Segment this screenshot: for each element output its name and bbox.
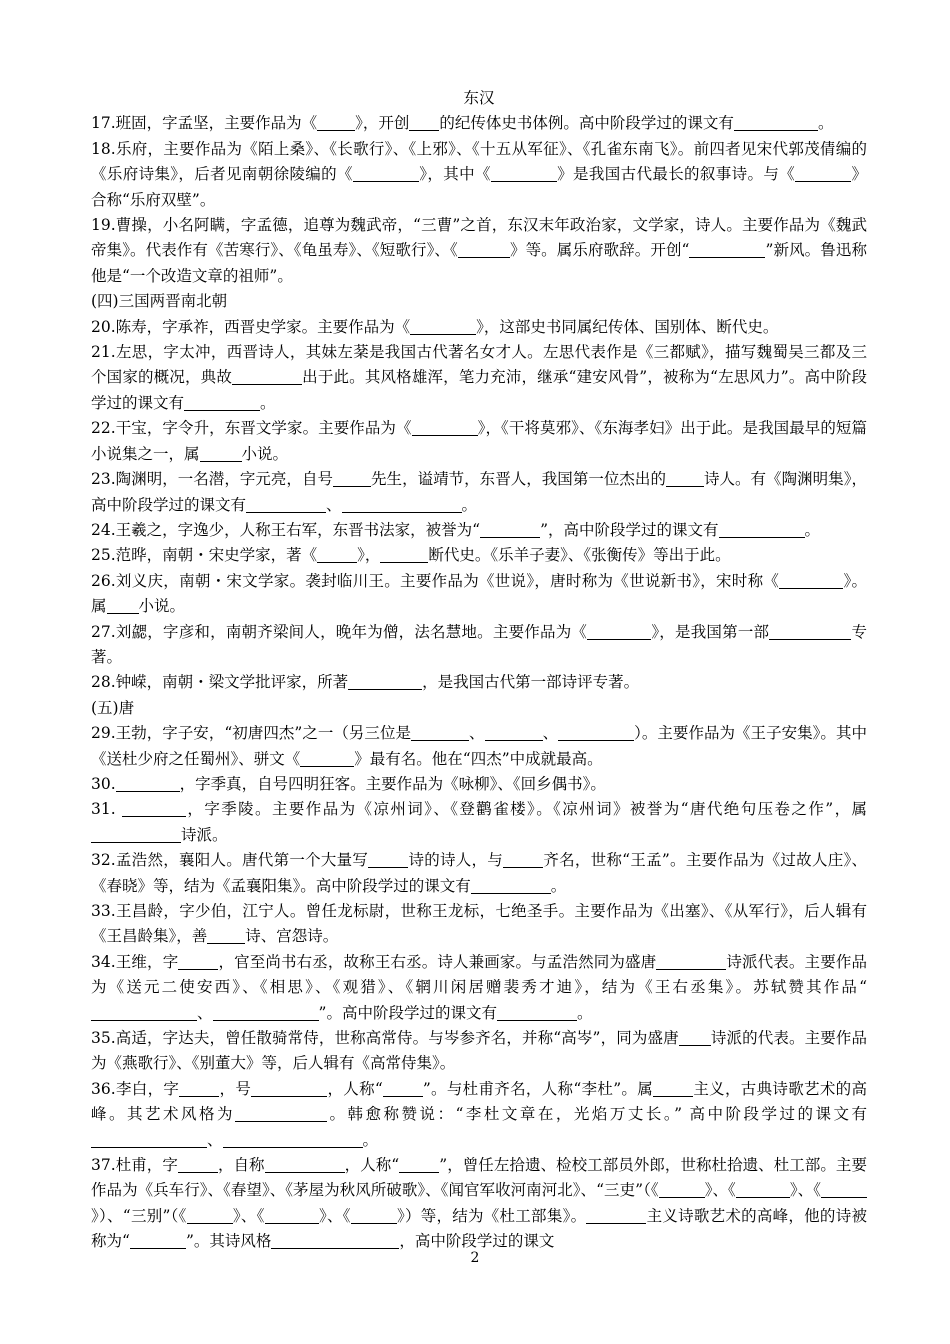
answer-blank[interactable] xyxy=(736,1180,790,1198)
text-run: 21.左思，字太冲，西晋诗人，其妹左棻是我国古代著名女才人。左思代表作是《三都赋》，描写魏蜀吴三都及三个国家的概况，典故 xyxy=(91,343,867,387)
text-run: ”。其诗风格 xyxy=(185,1232,272,1251)
text-run: 断代史。《乐羊子妻》、《张衡传》等出于此。 xyxy=(428,546,731,565)
text-run: ，字季陵。主要作品为《凉州词》、《登鹳雀楼》。《凉州词》被誉为“唐代绝句压卷之作”，属 xyxy=(186,800,868,819)
answer-blank[interactable] xyxy=(179,1079,219,1097)
text-run: 》是我国古代最长的叙事诗。与《 xyxy=(556,165,796,184)
text-run: ，是我国古代第一部诗评专著。 xyxy=(422,673,640,692)
answer-blank[interactable] xyxy=(480,520,540,538)
text-run: 。 xyxy=(461,495,478,514)
answer-blank[interactable] xyxy=(200,444,242,462)
text-run: ”，曾任左拾遗、检校工部员外郎，世称杜拾遗、杜工部。主要作品为《兵车行》、《春望》、《茅屋为秋风所破歌》、《闻官军收河南河北》、“三吏”（《 xyxy=(91,1156,867,1200)
answer-blank[interactable] xyxy=(122,799,186,817)
text-run: 小说。 xyxy=(138,597,186,616)
text-run: (四)三国两晋南北朝 xyxy=(91,292,228,311)
item-17 xyxy=(91,111,867,136)
item-28 xyxy=(91,670,867,695)
text-run: ”。与杜甫齐名，人称“李杜”。属 xyxy=(422,1079,654,1098)
answer-blank[interactable] xyxy=(471,876,551,894)
item-24 xyxy=(91,518,867,543)
section-4 xyxy=(91,289,867,314)
answer-blank[interactable] xyxy=(223,1130,363,1148)
text-run: 。 xyxy=(550,876,567,895)
text-run: ，号 xyxy=(219,1079,252,1098)
text-run: 》等。属乐府歌辞。开创“ xyxy=(509,241,690,260)
item-26 xyxy=(91,569,867,620)
item-30 xyxy=(91,772,867,797)
answer-blank[interactable] xyxy=(207,926,245,944)
text-run: 。 xyxy=(260,393,276,412)
answer-blank[interactable] xyxy=(317,113,355,131)
text-run: 28.钟嵘，南朝・梁文学批评家，所著 xyxy=(91,673,349,692)
text-run: 22.干宝，字令升，东晋文学家。主要作品为《 xyxy=(91,419,412,438)
answer-blank[interactable] xyxy=(213,1003,319,1021)
item-19 xyxy=(91,213,867,289)
text-run: 、 xyxy=(197,1003,213,1022)
text-run: 32.孟浩然，襄阳人。唐代第一个大量写 xyxy=(91,851,369,870)
item-33 xyxy=(91,899,867,950)
answer-blank[interactable] xyxy=(353,164,419,182)
text-run: 诗派。 xyxy=(181,825,228,844)
text-run: ，自称 xyxy=(217,1156,265,1175)
text-run: 23.陶渊明，一名潜，字元亮，自号 xyxy=(91,470,333,489)
text-run: 20.陈寿，字承祚，西晋史学家。主要作品为《 xyxy=(91,317,411,336)
text-run: ，官至尚书右丞，故称王右丞。诗人兼画家。与孟浩然同为盛唐 xyxy=(218,952,657,971)
text-run: 》、《 xyxy=(318,1206,351,1225)
answer-blank[interactable] xyxy=(821,1180,867,1198)
text-run: 小说。 xyxy=(241,444,289,463)
answer-blank[interactable] xyxy=(91,1130,207,1148)
text-run: ，字季真，自号四明狂客。主要作品为《咏柳》、《回乡偶书》。 xyxy=(179,774,606,793)
answer-blank[interactable] xyxy=(246,495,326,513)
text-run: 》、《 xyxy=(232,1206,265,1225)
answer-blank[interactable] xyxy=(411,723,469,741)
text-run: 诗派的代表。主要作品为《燕歌行》、《别董大》等，后人辑有《高常侍集》。 xyxy=(91,1029,867,1073)
answer-blank[interactable] xyxy=(91,825,181,843)
item-25 xyxy=(91,543,867,568)
answer-blank[interactable] xyxy=(130,1231,186,1249)
text-run: ，人称“ xyxy=(344,1156,400,1175)
text-run: 》，开创 xyxy=(355,114,410,133)
text-run: 诗派代表。主要作品为《送元二使安西》、《相思》、《观猎》、《辋川闲居赠裴秀才迪》，结为《王右丞集》。苏轼赞其作品“ xyxy=(91,952,867,997)
text-run: (五)唐 xyxy=(91,698,135,717)
text-run: 诗的诗人，与 xyxy=(408,851,504,870)
answer-blank[interactable] xyxy=(653,1079,693,1097)
text-run: 主义诗歌艺术的高峰，他的诗被称为“ xyxy=(91,1206,867,1251)
item-21 xyxy=(91,340,867,416)
text-run: 》）、“三别”（《 xyxy=(91,1206,187,1225)
text-run: 26.刘义庆，南朝・宋文学家。袭封临川王。主要作品为《世说》，唐时称为《世说新书》，宋时称《 xyxy=(91,571,780,590)
text-run: 37.杜甫，字 xyxy=(91,1156,178,1175)
answer-blank[interactable] xyxy=(659,1180,705,1198)
text-run: 》，其中《 xyxy=(418,165,491,184)
answer-blank[interactable] xyxy=(383,1079,423,1097)
text-run: 》、《 xyxy=(704,1181,736,1200)
text-run: 24.王羲之，字逸少，人称王右军，东晋书法家，被誉为“ xyxy=(91,520,481,539)
answer-blank[interactable] xyxy=(300,749,354,767)
answer-blank[interactable] xyxy=(251,1079,327,1097)
answer-blank[interactable] xyxy=(116,774,180,792)
text-run: 、 xyxy=(207,1130,223,1149)
text-run: 诗人。有《陶渊明集》，高中阶段学过的课文有 xyxy=(91,470,867,514)
answer-blank[interactable] xyxy=(107,596,139,614)
text-run: 》合称“乐府双壁”。 xyxy=(91,165,867,209)
section-5 xyxy=(91,696,867,721)
answer-blank[interactable] xyxy=(342,495,462,513)
item-36 xyxy=(91,1077,867,1153)
answer-blank[interactable] xyxy=(497,1003,577,1021)
answer-blank[interactable] xyxy=(656,952,726,970)
text-run: 。 xyxy=(576,1003,593,1022)
answer-blank[interactable] xyxy=(503,850,543,868)
item-35 xyxy=(91,1026,867,1077)
answer-blank[interactable] xyxy=(485,723,543,741)
text-run: 31. xyxy=(91,800,122,819)
item-20 xyxy=(91,315,867,340)
text-run: 》，是我国第一部 xyxy=(651,622,770,641)
text-run: 、 xyxy=(542,724,559,743)
answer-blank[interactable] xyxy=(187,1206,233,1224)
answer-blank[interactable] xyxy=(368,850,408,868)
text-run: 主义，古典诗歌艺术的高峰。其艺术风格为 xyxy=(91,1079,867,1124)
answer-blank[interactable] xyxy=(491,164,557,182)
item-37 xyxy=(91,1153,867,1255)
document-page xyxy=(91,86,867,1255)
answer-blank[interactable] xyxy=(399,1155,439,1173)
text-run: 》， xyxy=(357,546,381,565)
item-29 xyxy=(91,721,867,772)
item-23 xyxy=(91,467,867,518)
answer-blank[interactable] xyxy=(779,571,843,589)
text-run: 专著。 xyxy=(91,622,867,666)
text-run: 34.王维，字 xyxy=(91,952,179,971)
answer-blank[interactable] xyxy=(91,1003,197,1021)
section-title: 东汉 xyxy=(463,89,495,107)
text-run: 》）等，结为《杜工部集》。 xyxy=(396,1206,587,1225)
document-body xyxy=(91,111,867,1254)
answer-blank[interactable] xyxy=(265,1155,345,1173)
text-run: 、 xyxy=(469,724,485,743)
answer-blank[interactable] xyxy=(232,367,302,385)
text-run: 35.高适，字达夫，曾任散骑常侍，世称高常侍。与岑参齐名，并称“高岑”，同为盛唐 xyxy=(91,1029,679,1048)
text-run: 》，这部史书同属纪传体、国别体、断代史。 xyxy=(476,317,779,336)
answer-blank[interactable] xyxy=(795,164,851,182)
text-run: 19.曹操，小名阿瞒，字孟德，追尊为魏武帝，“三曹”之首，东汉末年政治家，文学家，诗人。主要作品为《魏武帝集》。代表作有《苦寒行》、《龟虽寿》、《短歌行》、《 xyxy=(91,216,867,260)
text-run: 。 xyxy=(804,520,821,539)
answer-blank[interactable] xyxy=(380,545,428,563)
answer-blank[interactable] xyxy=(586,1206,646,1224)
text-run: 》最有名。他在“四杰”中成就最高。 xyxy=(354,749,603,768)
text-run: 先生，谥靖节，东晋人，我国第一位杰出的 xyxy=(371,470,666,489)
answer-blank[interactable] xyxy=(558,723,634,741)
answer-blank[interactable] xyxy=(458,240,510,258)
text-run: 17.班固，字孟坚，主要作品为《 xyxy=(91,114,318,133)
text-run: 36.李白，字 xyxy=(91,1079,180,1098)
text-run: 》，《干将莫邪》、《东海孝妇》出于此。是我国最早的短篇小说集之一，属 xyxy=(91,419,867,463)
answer-blank[interactable] xyxy=(351,1206,397,1224)
text-run: ，高中阶段学过的课文 xyxy=(399,1232,555,1251)
text-run: 29.王勃，字子安，“初唐四杰”之一（另三位是 xyxy=(91,724,411,743)
answer-blank[interactable] xyxy=(410,317,476,335)
text-run: 》。属 xyxy=(91,571,867,616)
text-run: ）。主要作品为《王子安集》。其中《送杜少府之任蜀州》、骈文《 xyxy=(91,724,867,768)
text-run: 25.范晔，南朝・宋史学家，著《 xyxy=(91,546,318,565)
text-run: 齐名，世称“王孟”。主要作品为《过故人庄》、《春晓》等，结为《孟襄阳集》。高中阶段学过的课文有 xyxy=(91,851,867,895)
text-run: ”新风。鲁迅称他是“一个改造文章的祖师”。 xyxy=(91,241,867,285)
text-run: 33.王昌龄，字少伯，江宁人。曾任龙标尉，世称王龙标，七绝圣手。主要作品为《出塞》、《从军行》，后人辑有《王昌龄集》，善 xyxy=(91,902,867,946)
text-run: 。 xyxy=(817,114,834,133)
answer-blank[interactable] xyxy=(689,240,765,258)
item-31 xyxy=(91,797,867,848)
text-run: 的纪传体史书体例。高中阶段学过的课文有 xyxy=(439,114,734,133)
item-22 xyxy=(91,416,867,467)
text-run: 。 xyxy=(362,1130,379,1149)
answer-blank[interactable] xyxy=(412,418,478,436)
item-18 xyxy=(91,137,867,213)
answer-blank[interactable] xyxy=(317,545,357,563)
answer-blank[interactable] xyxy=(719,520,805,538)
answer-blank[interactable] xyxy=(271,1231,399,1249)
text-run: 。韩愈称赞说：“李杜文章在，光焰万丈长。” 高中阶段学过的课文有 xyxy=(327,1105,867,1124)
text-run: 30. xyxy=(91,774,116,793)
text-run: 诗、宫怨诗。 xyxy=(245,927,339,946)
answer-blank[interactable] xyxy=(178,1155,218,1173)
answer-blank[interactable] xyxy=(587,622,651,640)
answer-blank[interactable] xyxy=(769,622,851,640)
text-run: 出于此。其风格雄浑，笔力充沛，继承“建安风骨”，被称为“左思风力”。高中阶段学过的课文有 xyxy=(91,368,867,412)
item-27 xyxy=(91,620,867,671)
answer-blank[interactable] xyxy=(265,1206,319,1224)
item-32 xyxy=(91,848,867,899)
item-34 xyxy=(91,950,867,1026)
text-run: 18.乐府，主要作品为《陌上桑》、《长歌行》、《上邪》、《十五从军征》、《孔雀东南飞》。前四者见宋代郭茂倩编的《乐府诗集》，后者见南朝徐陵编的《 xyxy=(91,139,867,184)
text-run: ，人称“ xyxy=(327,1079,383,1098)
answer-blank[interactable] xyxy=(348,672,422,690)
answer-blank[interactable] xyxy=(734,113,818,131)
text-run: ”，高中阶段学过的课文有 xyxy=(540,520,719,539)
text-run: 27.刘勰，字彦和，南朝齐梁间人，晚年为僧，法名慧地。主要作品为《 xyxy=(91,622,588,641)
answer-blank[interactable] xyxy=(184,393,260,411)
answer-blank[interactable] xyxy=(666,469,704,487)
answer-blank[interactable] xyxy=(333,469,371,487)
answer-blank[interactable] xyxy=(235,1104,327,1122)
text-run: ”。高中阶段学过的课文有 xyxy=(318,1003,497,1022)
answer-blank[interactable] xyxy=(409,113,439,131)
page-number: 2 xyxy=(470,1250,480,1266)
text-run: 》、《 xyxy=(789,1181,821,1200)
answer-blank[interactable] xyxy=(679,1028,711,1046)
text-run: 、 xyxy=(326,495,342,514)
answer-blank[interactable] xyxy=(178,952,218,970)
